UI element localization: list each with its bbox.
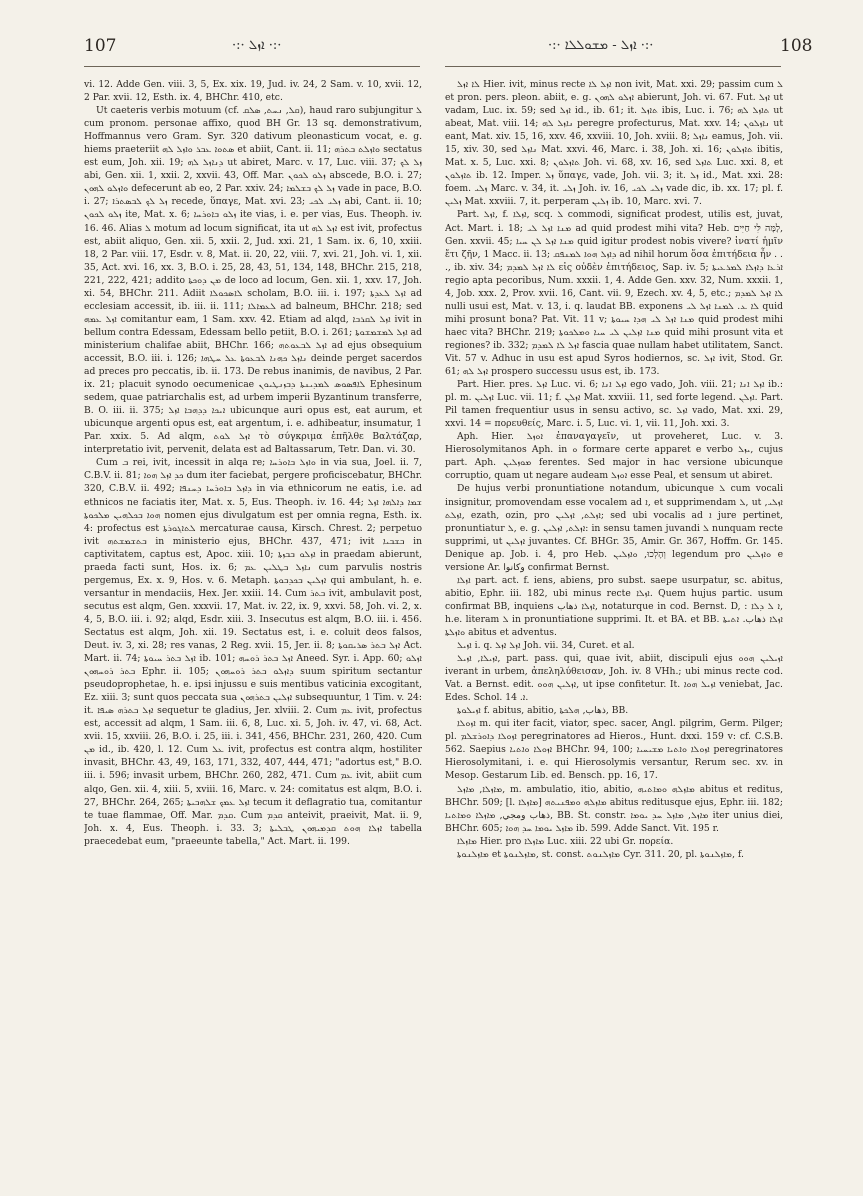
right-running-head: ·:· ܐܙܠ - ܡܫܘܠܠܐ ·:·: [548, 38, 654, 53]
left-paragraph: Cum ܒ rei, ivit, incessit in alqa re; ܘܐܙܠ ܒܐܘܪܚܐ in via sua, Joel. ii. 7, C.B.V. ii. 81; ܟܕ ܐܙܠ ܗܘܐ dum iter faciebat, pergere proficiscebatur, BHChr. 320, C.B.V. ii. 492; ܕܐܙܠ ܒܐܘܪܚܐ ܕܚܢܦܐ in via ethnicorum ne eatis, i.e. ad ethnicos ne faciatis iter, Mat. x. 5, Eus. Theoph. iv. 16. 44; ܫܡܐ ܕܐܠܗܐ ܐܙܠ ܗܘܐ ܒܟܠܗܝܢ ܡܠܟܘܬܐ nomen ejus divulgatum est per omnia regna, Esth. ix. 4: profectus est ܠܬܐܓܘܪܬܐ mercaturae causa, Kirsch. Chrest. 2; perpetuo ivit ܒܬܫܡܫܬܗ in ministerio ejus, BHChr. 437, 471; ivit ܒܫܒܝܐ in captivitatem, captus est, Apoc. xiii. 10; ܐܙܠܘ ܒܒܙܬܐ in praedam abierunt, praeda facti sunt, Hos. ix. 6; ܢܐܙܠ ܒܛܠܝܢ ܥܡ cum parvulis nostris pergemus, Ex. x. 9, Hos. v. 6. Metaph. ܐܙܠܝܢ ܒܟܕܒܘܬܐ qui ambulant, h. e. versantur in mendaciis, Hex. Jer. xxiii. 14. Cum ܒܬܪ ivit, ambulavit post, secutus est alqm, Gen. xxxvii. 17, Mat. iv. 22, ix. 9, xxvi. 58, Joh. vi. 2, x. 4, 5, B.O. iii. i. 92; alqd, Esdr. xiii. 3. Insecutus est alqm, B.O. iii. i. 456. Sectatus est alqm, Joh. xii. 19. Sectatus est, i. e. coluit deos falsos, Deut. iv. 3, xi. 28; res vanas, 2 Reg. xvii. 15, Jer. ii. 8; ܐܙܠ ܒܬܪ ܣܪܝܩܘܬܐ Act. Mart. ii. 74; ܐܙܠ ܒܬܪ ܚܝܘܬܐ ib. 101; ܐܙܠ ܒܬܪ ܪܘܚܗ Aneed. Syr. i. App. 60; ܐܙܠܘ ܒܬܪ ܪܘܚܗܘܢ Ephr. ii. 105; ܕܐܙܠܘ ܒܬܪ ܪܘܚܗܘܢ suum spiritum sectantur pseudoprophetae, h. e. ipsi injussu e suis mentibus vaticinia excogitant, Ez. xiii. 3; sunt quos peccata sua ܐܙܠܝܢ ܒܬܪܗܘܢ subsequuntur, 1 Tim. v. 24: it. ܐܙܠ ܒܬܪܗ ܣܝܦܐ sequetur te gladius, Jer. xlviii. 2. Cum ܥܡ ivit, profectus est, accessit ad alqm, 1 Sam. iii. 6, 8, Luc. xi. 5, Joh. iv. 47, vi. 68, Act. xvii. 15, xxviii. 26, B.O. i. 25, iii. i. 341, 456, BHChr. 231, 260, 420. Cum ܡܢ id., ib. 420, l. 12. Cum ܥܠ ivit, profectus est contra alqm, hostiliter invasit, BHChr. 43, 49, 163, 171, 332, 407, 444, 471; "adortus est," B.O. iii. i. 596; invasit urbem, BHChr. 260, 282, 471. Cum ܥܡ ivit, abiit cum alqo, Gen. xii. 4, xiii. 5, xviii. 16, Marc. v. 24: comitatus est alqm, B.O. i. 27, BHChr. 264, 265; ܐܙܠ ܥܡܟ ܫܠܗܒܝܬܐ tecum it deflagratio tua, comitantur te tuae flammae, Off. Mar. ܩܕܡ. Cum ܩܕܡ anteivit, praeivit, Mat. ii. 9, Joh. x. 4, Eus. Theoph. i. 33. 3; ܐܙܠܐ ܗܘܬ ܩܕܡܝܗܘܢ ܛܒܠܝܬܐ tabella praecedebat eum, "praeeunte tabella," Act. Mart. ii. 199.: [84, 457, 422, 847]
right-paragraph: ܠܐ ܐܙܠ Hier. ivit, minus recte ܐܙܠ ܠܐ non ivit, Mat. xxi. 29; passim cum ܠ et pron. pers. pleon. abiit, e. g. ܐܙܠܘ ܠܗܘܢ abierunt, Joh. vi. 67. Fut. ܐܙܠ ut vadam, Luc. ix. 59; sed ܐܙܠ id., ib. 61; it. ܬܐܙܠ ibis, Luc. i. 76; ܬܐܙܠ ܠܗ ut abeat, Mat. viii. 14; ܢܐܙܠ ܠܗ peregre profecturus, Mat. xxv. 14; ܢܐܙܠܘܢ ut eant, Mat. xiv. 15, 16, xxv. 46, xxviii. 10, Joh. xviii. 8; ܢܐܙܠ eamus, Joh. vii. 15, xiv. 30, sed ܢܐܙܠ Mat. xxvi. 46, Marc. i. 38, Joh. xi. 16; ܬܐܙܠܘܢ ibitis, Mat. x. 5, Luc. xxi. 8; ܬܐܙܠܘܢ Joh. vi. 68, xv. 16, sed ܬܐܙܠ Luc. xxi. 8, et ܬܐܙܠܘܢ ib. 12. Imper. ܙܠ ὕπαγε, vade, Joh. vii. 3; it. ܙܠ id., Mat. xxi. 28: foem. ܙܠܝ Marc. v. 34, it. ܙܠܝ Joh. iv. 16, ܙܠܝ ܠܟܝ vade dic, ib. xx. 17; pl. f. ܙܠܝܢ Mat. xxviii. 7, it. perperam ܙܠܝܢ ib. 10, Marc. xvi. 7.: [445, 79, 783, 208]
right-paragraph: Part. Hier. pres. ܐܙܠ Luc. vi. 6; ܐܙܠ ܐܢܐ ego vado, Joh. viii. 21; ܐܙܠ ܐܢܐ ib.: pl. m. ܐܙܠܝܢ Luc. vii. 11; f. ܐܙܠܢ Mat. xxviii. 11, sed forte legend. ܐܙܠܢ. Part. Pil tamen frequentiur usus in sensu activo, sc. ܐܙܠ vado, Mat. xxi. 29, xxvi. 14 = πορευθείς, Marc. i. 5, Luc. vi. 1, vii. 11, Joh. xxi. 3.: [445, 379, 783, 430]
left-running-head: ·:· ܐܙܠ ·:·: [232, 38, 282, 53]
right-paragraph: ܡܐܙܠܢܘܬܐ et ܡܐܙܠܢܘܬܐ, st. const. ܡܐܙܠܢܘܬ Cyr. 311. 20, pl. ܡܐܙܠܢܘܬܐ, f.: [457, 848, 744, 860]
right-paragraph: Aph. Hier. ܐܘܙܠ ἐπαναγαγεῖν, ut proveheret, Luc. v. 3. Hierosolymitanos Aph. in ܘ formare certe apparet e verbo ܝܙܠ, cujus part. Aph. ܡܘܙܠܝܢ ferentes. Sed major in hac versione ubicunque corruptio, quam ut negare audeam ܐܘܙܠ esse Peal, et sensum ut abiret.: [445, 431, 783, 482]
right-paragraph: Part. ܐܙܠ, f. ܐܙܠܐ, scq. ܠ commodi, significat prodest, utilis est, juvat, Act. Mart. i. 18; ܡܢܐ ܐܙܠ ܠܝ ad quid prodest mihi vita? Heb. לָמָּה לִּי חַיִּים, Gen. xxvii. 45; ܡܢܐ ܐܙܠ ܠܢ ܚܝܐ quid igitur prodest nobis vivere? ἱνατί ἡμῖν ἔτι ζῆν, 1 Macc. ii. 13; ܕܐܙܠ ܗܘܐ ܠܡܢܦܩ ad nihil horum ὅσα ἐπιτήδεια ἦν . . ., ib. xiv. 34; ܠܐ ܐܙܠ ܠܡܕܡ εἰς οὐδὲν ἐπιτήδειος, Sap. iv. 5; ܐܪܥܐ ܕܐܙܠܐ ܠܡܪܥܝܬܐ regio apta pecoribus, Num. xxxii. 1, 4. Adde Gen. xxv. 32, Num. xxxii. 1, 4, Job. xxx. 2, Prov. xvii. 16, Cant. vii. 9, Ezech. xv. 4, 5, etc.; ܠܐ ܐܙܠ ܠܡܕܡ nulli usui est, Mat. v. 13, i. q. laudat BB. exponens ܠܐ ܥ. ܠܡܢܐ ܐܙܠ ܠܝ quid mihi prosunt bona? Pat. Vit. 11 v; ܡܢܐ ܐܙܠ ܠܝ ܗܕܐ ܚܝܘܬܐ quid prodest mihi haec vita? BHChr. 219; ܡܢܐ ܐܙܠܝܢ ܠܝ ܚܝܐ ܘܡܠܟܘܬܐ quid mihi prosunt vita et regiones? ib. 332; ܐܙܠ ܠܐ ܠܡܕܡ fascia quae nullam habet utilitatem, Sanct. Vit. 57 v. Adhuc in usu est apud Syros hodiernos, sc. ܐܙܠ ivit, Stod. Gr. 61; ܐܙܠ ܠܗ prospero successu usus est, ib. 173.: [445, 209, 783, 378]
right-paragraph: ܐܙܝܠ i. q. ܐܙܠ ܐܙܠ Joh. vii. 34, Curet. et al.: [457, 640, 635, 652]
right-paragraph: De hujus verbi pronuntiatione notandum, ubicunque ܠ cum vocali insignitur, promovendam esse vocalem ad ܐ, et supprimendam ܠ, ut ܐܙܠܝ, ܐܙܠܬ, ezath, ozin, pro ܐܙܠܬ, ܐܙܠܝܢ; sed ubi vocalis ad ܐ jure pertinet, pronuntiatur ܠ, e. g. ܐܙܠܬ, ܐܙܠܝܢ: in sensu tamen juvandi ܠ nunquam recte supprimi, ut ܐܙܠܝܢ juvantes. Cf. BHGr. 35, Amir. Gr. 367, Hoffm. Gr. 145. Denique ap. Job. i. 4, pro Heb. וְהָלְכוּ, ܘܐܙܠܝܢ legendum pro ܘܐܙܠܝܢ e versione Ar. وكانوا confirmat Bernst.: [445, 483, 783, 573]
right-paragraph: ܐܙܠܐ part. act. f. iens, abiens, pro subst. saepe usurpatur, sc. abitus, abitio, Ephr. iii. 182, ubi minus recte ܐܙܠܐ. Quem hujus partic. usum confirmat BB, inquiens ܐܙܠܐ ذهاب, notaturque in cod. Bernst. D, : ܐ ܠ ܕܠܐ, h.e. literam ܠ in pronuntiatione supprimi. It. et BA. et BB. ܐܙܠܐ ذهاب. ܐܬܝܬܐ ܘܐܙܠܬܐ abitus et adventus.: [445, 574, 783, 638]
right-paragraph: ܐܙܘܠܐ m. qui iter facit, viator, spec. sacer, Angl. pilgrim, Germ. Pilger; pl. ܐܙܘܠܐ ܕܐܘܪܫܠܡ peregrinatores ad Hieros., Hunt. dxxi. 159 v: cf. C.S.B. 562. Saepius ܐܙܘܠܐ ܘܐܬܝܐ BHChr. 94, 100; ܐܙܘܠܐ ܘܐܬܝܐ ܡܫܝܚܝܐ peregrinatores Hierosolymitani, i. e. qui Hierosolymis versantur, Rerum sec. xv. in Mesop. Gestarum Lib. ed. Bensch. pp. 16, 17.: [445, 718, 783, 782]
left-paragraph: vi. 12. Adde Gen. viii. 3, 5, Ex. xix. 19, Jud. iv. 24, 2 Sam. v. 10, xvii. 12, 2 Par. xvii. 12, Esth. ix. 4, BHChr. 410, etc.: [84, 79, 422, 104]
left-column: [84, 78, 422, 1153]
left-paragraph: Ut caeteris verbis motuum (cf. ܩܠ, ܢܚܬ, ܣܠܩ), haud raro subjungitur ܠ cum pronom. personae affixo, quod BH Gr. 13 sq. demonstrativum, Hoffmannus vero Gram. Syr. 320 dativum pleonasticum vocat, e. g. hiems praeteriit ܣܬܘܐ ܥܒܪ ܘܐܙܠ ܠܗ et abiit, Cant. ii. 11; ܘܐܙܠܬ ܒܬܪܗ sectatus est eum, Joh. xii. 19; ܕܢܐܙܠ ܠܗ ut abiret, Marc. v. 17, Luc. viii. 37; ܙܠ ܠܟ abi, Gen. xii. 1, xxii. 2, xxvii. 43, Off. Mar. ܙܠܘ ܠܟܘܢ abscede, B.O. i. 27; ܘܐܙܠܘ ܠܗܘܢ defecerunt ab eo, 2 Par. xxiv. 24; ܙܠ ܠܟ ܒܫܠܡܐ vade in pace, B.O. i. 27; ܙܠ ܠܟ ܠܒܣܬܪܐ recede, ὕπαγε, Mat. xvi. 23; ܙܠܝ ܠܟܝ abi, Cant. ii. 10; ܙܠܘ ܠܟܘܢ ite, Mat. x. 6; ܙܠܘ ܒܐܘܪܚܐ ite vias, i. e. per vias, Eus. Theoph. iv. 16. 46. Alias ܠ motum ad locum significat, ita ut ܐܙܠ ܠܗ est ivit, profectus est, abiit aliquo, Gen. xii. 5, xxii. 2, Jud. xxi. 21, 1 Sam. ix. 6, 10, xxiii. 18, 2 Par. viii. 17, Esdr. v. 8, Mat. ii. 20, 22, viii. 7, xvi. 21, Joh. vi. 1, xii. 35, Act. xvi. 16, xx. 3, B.O. i. 25, 28, 43, 51, 134, 148, BHChr. 215, 218, 221, 222, 421; addito ܡܢ ܕܘܟܬܐ de loco ad locum, Gen. xii. 1, xxv. 17, Joh. xi. 54, BHChr. 211. Adiit ܠܐܣܟܘܠܐ scholam, B.O. iii. i. 197; ܐܙܠ ܠܥܕܬܐ ad ecclesiam accessit, ib. iii. ii. 111; ܠܥܡܐܠܐ ad balneum, BHChr. 218; sed ܐܙܠ ܥܡܗ comitantur eam, 1 Sam. xxv. 42. Etiam ad alqd, ܐܙܠ ܠܩܪܒܐ ivit in bellum contra Edessam, Edessam bello petiit, B.O. i. 261; ܐܙܠ ܠܡܫܡܫܘܬܐ ad ministerium chalifae abiit, BHChr. 166; ܐܙܠ ܠܒܥܘܬܗ ad ejus obsequium accessit, B.O. iii. i. 126; ܢܐܙܠ ܟܗܢܐ ܠܒܥܘܬܐ ܥܠ ܚܛܗܐ deinde perget sacerdos ad preces pro peccatis, ib. ii. 173. De rebus inanimis, de navibus, 2 Par. ix. 21; placuit synodo oecumenicae ܠܐܦܣܘܣ ܠܡܕܝܢܬܐ ܕܒܙܢܛܝܘܢ Ephesinum sedem, quae patriarchalis est, ad urbem imperii Byzantinum transferre, B. O. iii. ii. 375; ܐܝܟܐ ܕܕܗܒܐ ܐܙܠ ubicunque auri opus est, eat aurum, et ubicunque argenti opus est, eat argentum, i. e. adhibeatur, insumatur, 1 Par. xxix. 5. Ad alqm, ܐܙܠ ܠܘܬ τὸ σύγκριμα ἐπῆλθε Βαλτάζαρ, interpretatio ivit, pervenit, delata est ad Baltassarum, Tetr. Dan. vi. 30.: [84, 105, 422, 456]
right-header-rule: [445, 66, 781, 67]
right-paragraph: ܡܐܙܠܐ Hier. pro ܡܐܙܠܐ Luc. xiii. 22 ubi Gr. πορεία.: [457, 835, 674, 847]
right-column: [445, 78, 783, 1153]
right-paragraph: ܐܙܝܠܘܬܐ f. abitus, abitio, ذهاب, ܗܠܟܬܐ, BB.: [457, 705, 629, 717]
left-header-rule: [84, 66, 420, 67]
right-paragraph: ܐܙܝܠܐ, ܐܙܝܠ, part. pass. qui, quae ivit, abiit, discipuli ejus ܐܙܝܠܝܢ ܗܘܘ iverant in urbem, ἀπεληλύθεισαν, Joh. iv. 8 VHh.; ubi minus recte cod. Vat. a Bernst. edit. ܐܙܠܝܢ ܗܘܘ, ut ipse confitetur. It. ܐܙܝܠ ܗܘܐ veniebat, Jac. Edes. Schol. ܐ. 14.: [445, 653, 783, 704]
right-page-number: 108: [780, 36, 813, 56]
left-page-number: 107: [84, 36, 117, 56]
right-paragraph: ܡܐܙܠܐ, ܡܐܙܠ, m. ambulatio, itio, abitio, ܡܐܙܠܗ ܘܡܐܬܝܗ abitus et reditus, BHChr. 509; [l. ܡܐܙܠܐ] ܡܐܙܠܗ ܘܡܦܢܝܬܗ abitus reditusque ejus, Ephr. iii. 182; ذهاب ومجي, ܡܐܙܠܐ ܘܡܐܬܝܐ, BB. St. constr. ܡܐܙܠ, ܡܐܙܠ ܚܕ ܝܘܡܐ iter unius diei, BHChr. 605; ܡܐܙܠ ܝܘܡܐ ܚܕ ܗܘܐ ib. 599. Adde Sanct. Vit. 195 r.: [445, 783, 783, 834]
